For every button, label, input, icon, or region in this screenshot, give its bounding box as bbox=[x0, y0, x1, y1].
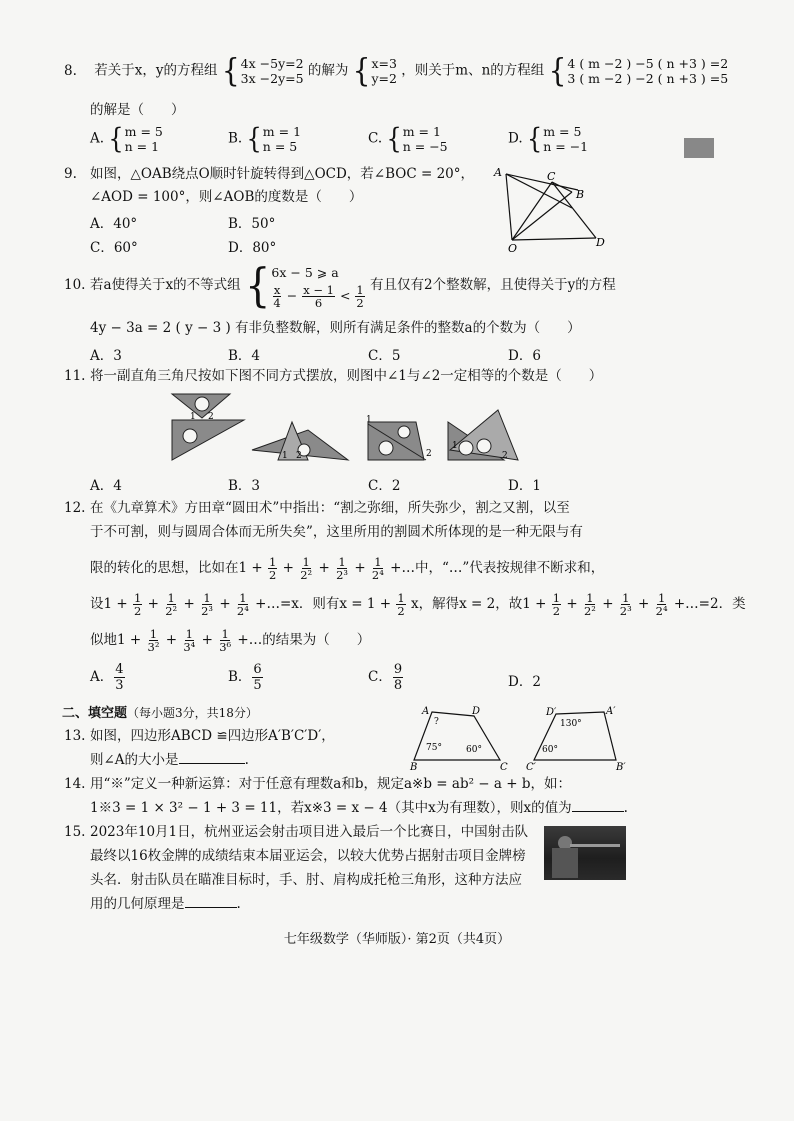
set-square-figures bbox=[168, 392, 528, 468]
svg-text:D: D bbox=[472, 706, 481, 717]
point-b-label: B bbox=[576, 188, 585, 201]
figure-b bbox=[252, 422, 348, 461]
option-b[interactable]: B． $\frac{6}{5}$ bbox=[228, 662, 262, 693]
option-a[interactable]: A． $\frac{4}{3}$ bbox=[90, 662, 124, 693]
svg-text:1: 1 bbox=[190, 412, 196, 422]
option-a[interactable]: A. {m = 5 n = 1 bbox=[90, 122, 163, 156]
answer-blank[interactable] bbox=[185, 907, 237, 908]
option-d[interactable]: D．1 bbox=[508, 478, 541, 494]
shooter-body-shape bbox=[552, 848, 578, 878]
option-c[interactable]: C．5 bbox=[368, 348, 401, 364]
question-15-line2: 最终以16枚金牌的成绩结束本届亚运会，以较大优势占据射击项目金牌榜 bbox=[90, 848, 526, 864]
svg-text:1: 1 bbox=[366, 415, 372, 425]
question-9: 9. 如图，△OAB绕点O顺时针旋转得到△OCD，若∠BOC = 20°， bbox=[64, 166, 474, 182]
page-footer: 七年级数学（华师版）· 第2页（共4页） bbox=[283, 932, 511, 947]
question-12-line4: 设1 + $\frac{1}{2}$ + $\frac{1}{\text{2²}}$ + $\frac{1}{\text{2³}}$ + $\frac{1}{\text{2⁴}}$ +…=x．则有x = 1 + $\frac{1}{2}$ x，解得x = 2，故1 + $\frac{1}{2}$ + $\frac{1}{\text{2²}}$ + $\frac{1}{\text{2³}}$ + $\frac{1}{\text{2⁴}}$ +…=2．类 bbox=[90, 591, 746, 618]
question-12: 12. 在《九章算术》方田章“圆田术”中指出：“割之弥细，所失弥少，割之又割，以至 bbox=[64, 500, 570, 516]
question-11: 11. 将一副直角三角尺按如下图不同方式摆放，则图中∠1与∠2一定相等的个数是（ ） bbox=[64, 368, 603, 384]
svg-text:2: 2 bbox=[502, 451, 508, 461]
question-15-line3: 头名．射击队员在瞄准目标时，手、肘、肩构成托枪三角形，这种方法应 bbox=[90, 872, 522, 888]
figure-a bbox=[172, 394, 244, 460]
question-14-line2: 1※3 = 1 × 3² − 1 + 3 = 11，若x※3 = x − 4（其中x为有理数），则x的值为 . bbox=[90, 800, 628, 816]
svg-text:?: ? bbox=[434, 717, 439, 727]
option-a[interactable]: A．3 bbox=[90, 348, 122, 364]
question-10: 10. 若a使得关于x的不等式组 {6x − 5 ⩾ a $\frac{x}{4}$ − $\frac{x - 1}{6}$ < $\frac{1}{2}$ 有且仅有2个整数解，且使得关于y的方程 bbox=[64, 259, 616, 312]
congruent-quadrilaterals-figure bbox=[408, 702, 630, 772]
option-c[interactable]: C．60° bbox=[90, 240, 138, 256]
svg-text:130°: 130° bbox=[560, 719, 582, 729]
svg-text:2: 2 bbox=[426, 449, 432, 459]
option-a[interactable]: A．4 bbox=[90, 478, 122, 494]
svg-text:2: 2 bbox=[208, 412, 214, 422]
svg-text:C: C bbox=[500, 762, 508, 772]
svg-text:2: 2 bbox=[296, 451, 302, 461]
svg-text:1: 1 bbox=[452, 441, 458, 451]
question-14: 14. 用“※”定义一种新运算：对于任意有理数a和b，规定a※b = ab² − a + b，如： bbox=[64, 776, 571, 792]
figure-c bbox=[366, 415, 432, 460]
point-d-label: D bbox=[596, 236, 605, 249]
point-c-label: C bbox=[547, 170, 556, 183]
svg-text:C′: C′ bbox=[526, 762, 536, 772]
shooter-photo bbox=[544, 826, 626, 880]
point-a-label: A bbox=[494, 166, 502, 179]
question-15: 15. 2023年10月1日，杭州亚运会射击项目进入最后一个比赛日，中国射击队 bbox=[64, 824, 529, 840]
rifle-shape bbox=[570, 844, 620, 847]
question-12-line3: 限的转化的思想，比如在1 + $\frac{1}{2}$ + $\frac{1}{\text{2²}}$ + $\frac{1}{\text{2³}}$ + $\frac{1}{\text{2⁴}}$ +…中，“…”代表按规律不断求和， bbox=[90, 555, 605, 582]
question-9-line2: ∠AOD = 100°，则∠AOB的度数是（ ） bbox=[90, 189, 363, 205]
answer-blank[interactable] bbox=[179, 763, 245, 764]
svg-text:D′: D′ bbox=[546, 707, 557, 718]
question-12-line2: 于不可割，则与圆周合体而无所失矣”，这里所用的割圆术所体现的是一种无限与有 bbox=[90, 524, 583, 540]
question-number: 8. bbox=[64, 62, 77, 79]
scan-tab-mark bbox=[684, 138, 714, 158]
svg-text:A: A bbox=[422, 706, 430, 717]
point-o-label: O bbox=[508, 242, 518, 254]
question-12-line5: 似地1 + $\frac{1}{\text{3²}}$ + $\frac{1}{\text{3⁴}}$ + $\frac{1}{\text{3⁶}}$ +…的结果为（ ） bbox=[90, 627, 371, 654]
option-b[interactable]: B．3 bbox=[228, 478, 261, 494]
option-a[interactable]: A．40° bbox=[90, 216, 138, 232]
svg-text:B′: B′ bbox=[616, 762, 626, 772]
option-b[interactable]: B．50° bbox=[228, 216, 276, 232]
option-b[interactable]: B. {m = 1 n = 5 bbox=[228, 122, 302, 156]
question-10-line2: 4y − 3a = 2 ( y − 3 ) 有非负整数解，则所有满足条件的整数a的个数为（ ） bbox=[90, 320, 581, 336]
option-c[interactable]: C．2 bbox=[368, 478, 401, 494]
section-heading: 二、填空题（每小题3分，共18分） bbox=[62, 706, 258, 721]
answer-blank[interactable] bbox=[572, 811, 624, 812]
option-c[interactable]: C． $\frac{9}{8}$ bbox=[368, 662, 403, 693]
question-13: 13. 如图，四边形ABCD ≌四边形A′B′C′D′， bbox=[64, 728, 335, 744]
svg-text:1: 1 bbox=[282, 451, 288, 461]
svg-text:A′: A′ bbox=[606, 706, 616, 717]
rotation-figure bbox=[490, 162, 620, 254]
figure-d bbox=[448, 410, 518, 461]
svg-text:60°: 60° bbox=[542, 745, 558, 755]
option-d[interactable]: D．2 bbox=[508, 674, 541, 690]
svg-text:B: B bbox=[410, 762, 418, 772]
question-15-line4: 用的几何原理是 . bbox=[90, 896, 241, 912]
option-d[interactable]: D. {m = 5 n = −1 bbox=[508, 122, 589, 156]
question-8: 8. 若关于x，y的方程组 {4x −5y=2 3x −2y=5 的解为 {x=3 y=2 ，则关于m、n的方程组 {4 ( m −2 ) −5 ( n +3 ) =2 3 ( m −2 ) −2 ( n +3 ) =5 bbox=[64, 51, 729, 90]
option-d[interactable]: D．6 bbox=[508, 348, 541, 364]
option-c[interactable]: C. {m = 1 n = −5 bbox=[368, 122, 448, 156]
svg-text:75°: 75° bbox=[426, 743, 442, 753]
option-b[interactable]: B．4 bbox=[228, 348, 261, 364]
question-8-tail: 的解是（ ） bbox=[90, 102, 185, 118]
option-d[interactable]: D．80° bbox=[228, 240, 277, 256]
question-13-line2: 则∠A的大小是 . bbox=[90, 752, 249, 768]
svg-text:60°: 60° bbox=[466, 745, 482, 755]
